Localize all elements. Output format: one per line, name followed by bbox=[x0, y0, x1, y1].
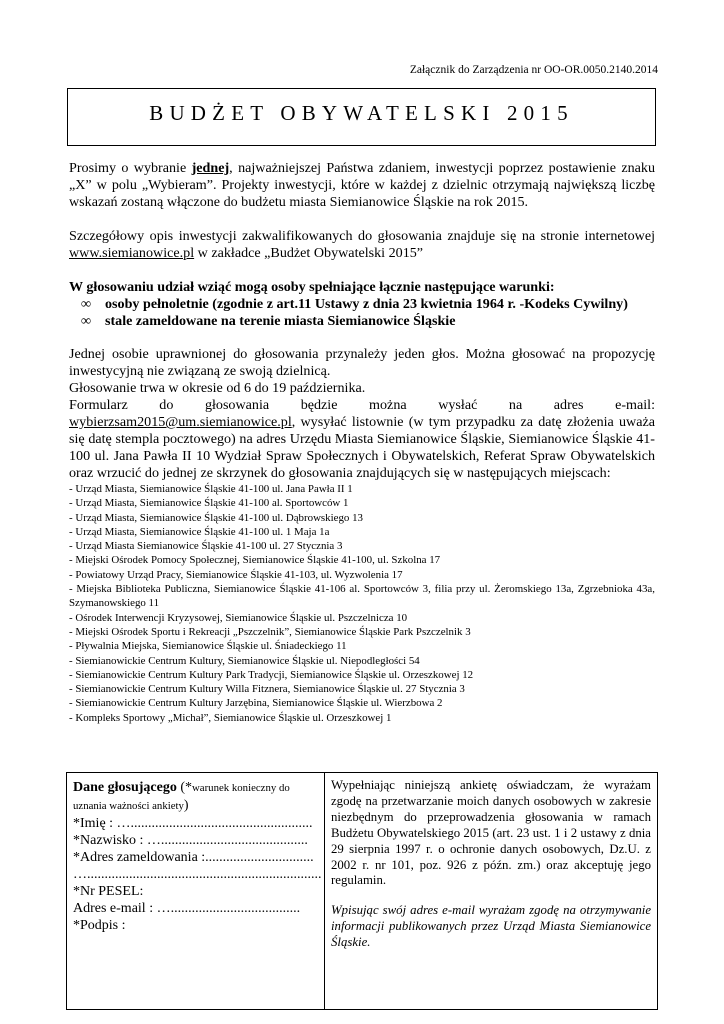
location-item: - Ośrodek Interwencji Kryzysowej, Siemianowice Śląskie ul. Pszczelnicza 10 bbox=[69, 611, 408, 624]
location-item: - Urząd Miasta, Siemianowice Śląskie 41-100 al. Sportowców 1 bbox=[69, 497, 349, 510]
form-submission-line1: Formularz do głosowania będzie można wysłać na adres e-mail: bbox=[69, 397, 655, 413]
consent-column bbox=[325, 773, 657, 1009]
voter-field[interactable]: *Imię : ….................................................... bbox=[73, 816, 313, 831]
title-box bbox=[67, 88, 656, 146]
ballot-box-locations bbox=[69, 482, 655, 725]
voter-field[interactable]: *Nr PESEL: bbox=[73, 884, 144, 899]
list-item bbox=[69, 313, 655, 330]
infinity-bullet-icon: ∞ bbox=[81, 313, 92, 329]
intro-paragraph bbox=[69, 160, 655, 211]
vote-rule-line1: Jednej osobie uprawnionej do głosowania przynależy jeden głos. Można głosować na propozycję bbox=[69, 346, 655, 362]
note-close: ) bbox=[183, 798, 189, 813]
email-consent-statement: Wpisując swój adres e-mail wyrażam zgodę na otrzymywanie informacji publikowanych przez Urząd Miasta Siemianowice Śląskie. bbox=[331, 903, 651, 950]
location-item: - Siemianowickie Centrum Kultury Park Tradycji, Siemianowice Śląskie ul. Orzeszkowej 12 bbox=[69, 668, 474, 681]
website-link[interactable]: www.siemianowice.pl bbox=[69, 245, 195, 261]
condition-text: osoby pełnoletnie (zgodnie z art.11 Ustawy z dnia 23 kwietnia 1964 r. -Kodeks Cywilny) bbox=[105, 296, 628, 312]
voting-period: Głosowanie trwa w okresie od 6 do 19 października. bbox=[69, 380, 366, 396]
location-item: - Siemianowickie Centrum Kultury Willa Fitznera, Siemianowice Śląskie ul. 27 Stycznia 3 bbox=[69, 683, 465, 696]
document-body bbox=[69, 160, 655, 725]
voter-field[interactable]: *Nazwisko : ….......................................... bbox=[73, 833, 308, 848]
voter-data-heading bbox=[73, 779, 319, 815]
rules-block bbox=[69, 346, 655, 482]
location-item: - Kompleks Sportowy „Michał”, Siemianowice Śląskie ul. Orzeszkowej 1 bbox=[69, 711, 392, 724]
page-title: BUDŻET OBYWATELSKI 2015 bbox=[149, 101, 574, 125]
list-item bbox=[69, 296, 655, 313]
voter-field[interactable]: …................................................................... bbox=[73, 867, 322, 882]
conditions-list bbox=[69, 296, 655, 330]
intro-emphasis: jednej bbox=[191, 160, 230, 176]
annex-reference: Załącznik do Zarządzenia nr OO-OR.0050.2140.2014 bbox=[409, 64, 658, 76]
location-item: - Siemianowickie Centrum Kultury, Siemianowice Śląskie ul. Niepodległości 54 bbox=[69, 654, 420, 667]
location-item: - Urząd Miasta Siemianowice Śląskie 41-100 ul. 27 Stycznia 3 bbox=[69, 540, 343, 553]
note-star: * bbox=[185, 780, 192, 795]
voter-form-table bbox=[66, 772, 658, 1010]
location-item: - Urząd Miasta, Siemianowice Śląskie 41-100 ul. 1 Maja 1a bbox=[69, 525, 330, 538]
submission-details: , wysyłać listownie (w tym przypadku za datę złożenia uważa się datę stempla pocztowego) na adres Urzędu Miasta Siemianowice Śląskie, Siemianowice Śląskie 41-100 ul. Jana Pawła II 10 Wydział Spraw Społecznych i Obywatelskich, Referat Spraw Obywatelskich oraz wrzucić do jednej ze skrzynek do głosowania znajdujących się w następujących miejscach: bbox=[69, 414, 655, 481]
voter-field[interactable]: *Podpis : bbox=[73, 918, 126, 933]
location-item: - Urząd Miasta, Siemianowice Śląskie 41-100 ul. Jana Pawła II 1 bbox=[69, 483, 353, 495]
voter-field[interactable]: Adres e-mail : …..................................... bbox=[73, 901, 301, 916]
location-item: - Miejski Ośrodek Pomocy Społecznej, Siemianowice Śląskie 41-100, ul. Szkolna 17 bbox=[69, 554, 441, 567]
details-text-a: Szczegółowy opis inwestycji zakwalifikowanych do głosowania znajduje się na stronie internetowej bbox=[69, 228, 655, 244]
condition-text: stale zameldowane na terenie miasta Siemianowice Śląskie bbox=[105, 313, 456, 329]
location-item: - Pływalnia Miejska, Siemianowice Śląskie ul. Śniadeckiego 11 bbox=[69, 640, 347, 653]
conditions-heading: W głosowaniu udział wziąć mogą osoby spełniające łącznie następujące warunki: bbox=[69, 279, 555, 295]
note-open: ( bbox=[176, 780, 185, 795]
details-paragraph bbox=[69, 228, 655, 262]
form-submission-text bbox=[69, 414, 655, 482]
location-item: - Powiatowy Urząd Pracy, Siemianowice Śląskie 41-103, ul. Wyzwolenia 17 bbox=[69, 568, 403, 581]
email-link[interactable]: wybierzsam2015@um.siemianowice.pl bbox=[69, 414, 292, 430]
intro-text-c: , najważniejszej Państwa zdaniem, inwestycji poprzez postawienie znaku „X” w polu „Wybieram”. Projekty inwestycji, które w każdej z dzielnic otrzymają największą liczbę wskazań zostaną włączone do budżetu miasta Siemianowice Śląskie na rok 2015. bbox=[69, 160, 655, 210]
location-item: - Urząd Miasta, Siemianowice Śląskie 41-100 ul. Dąbrowskiego 13 bbox=[69, 511, 363, 524]
voter-heading-label: Dane głosującego bbox=[73, 780, 177, 795]
voter-field[interactable]: *Adres zameldowania :............................... bbox=[73, 850, 314, 865]
intro-text-a: Prosimy o wybranie bbox=[69, 160, 192, 176]
voter-fields bbox=[73, 815, 322, 934]
required-note: warunek konieczny do uznania ważności ankiety bbox=[73, 782, 290, 812]
vote-rule-line2: inwestycyjną nie związaną ze swoją dzielnicą. bbox=[69, 363, 331, 379]
location-item: - Miejska Biblioteka Publiczna, Siemianowice Śląskie 41-106 al. Sportowców 3, filia przy ul. Żeromskiego 13a, Zgrzebnioka 43a, Szymanowskiego 11 bbox=[69, 583, 655, 610]
infinity-bullet-icon: ∞ bbox=[81, 296, 92, 312]
location-item: - Siemianowickie Centrum Kultury Jarzębina, Siemianowice Śląskie ul. Wierzbowa 2 bbox=[69, 697, 443, 710]
details-text-b: w zakładce „Budżet Obywatelski 2015” bbox=[194, 245, 424, 261]
consent-statement: Wypełniając niniejszą ankietę oświadczam, że wyrażam zgodę na przetwarzanie moich danych osobowych w zakresie niezbędnym do przeprowadzenia głosowania w ramach Budżetu Obywatelskiego 2015 (art. 23 ust. 1 i 2 ustawy z dnia 29 sierpnia 1997 r. o ochronie danych osobowych, Dz.U. z 2002 r. nr 101, poz. 926 z późn. zm.) oraz akceptuję jego regulamin. bbox=[331, 778, 651, 888]
location-item: - Miejski Ośrodek Sportu i Rekreacji „Pszczelnik”, Siemianowice Śląskie Park Pszczelnik 3 bbox=[69, 625, 471, 638]
voter-data-column bbox=[67, 773, 325, 1009]
